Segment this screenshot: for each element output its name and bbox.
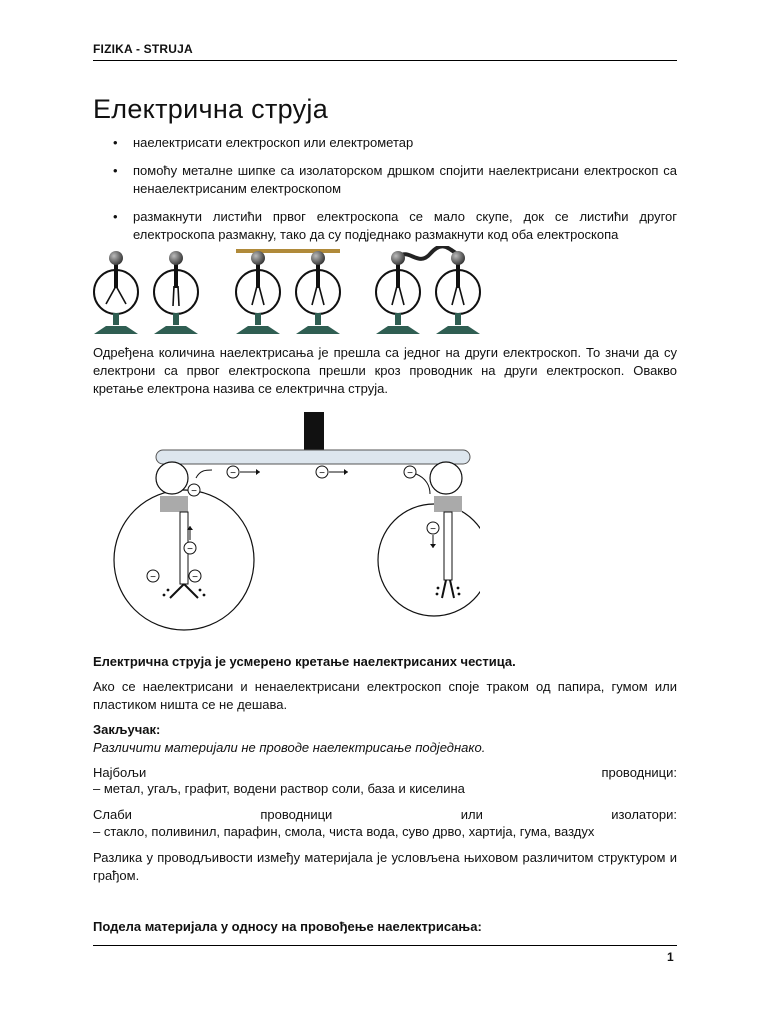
paragraph-structure: Разлика у проводљивости између материјала је условљена њиховом различитом структуром и грађом. [93,850,677,883]
svg-text:−: − [319,468,325,479]
weak-conductors-heading [93,806,677,824]
bullet-dot-icon: • [113,135,118,150]
header-rule [93,60,677,61]
bullet-dot-icon: • [113,209,118,224]
handle [304,412,324,452]
bullet-text-2: помоћу металне шипке са изолаторском дршком спојити наелектрисани електроскоп са ненаелектрисаним електроскопом [133,163,677,196]
conclusion-text: Различити материјали не проводе наелектрисање подједнако. [93,740,486,755]
weak-word-2: проводници [260,807,333,822]
best-word-1: Најбољи [93,765,147,780]
electron-flow-figure [100,408,480,648]
definition: Електрична струја је усмерено кретање наелектрисаних честица. [93,654,516,669]
svg-text:−: − [230,468,236,479]
best-conductors-list: – метал, угаљ, графит, водени раствор соли, база и киселина [93,781,465,796]
electron-3 [404,466,430,494]
conducting-bar [156,450,470,464]
bullet-item-2 [113,162,677,198]
electroscope-2 [154,251,198,334]
conclusion-block [93,721,677,757]
electron-1 [227,466,260,479]
electron-2 [316,466,348,479]
best-word-2: проводници: [601,765,677,780]
svg-text:−: − [430,524,436,535]
paragraph-transfer: Одређена количина наелектрисања је прешла са једног на други електроскоп. То значи да су електрони са првог електроскопа прешли кроз проводник на други електроскоп. Овакво кретање електрона назива се електрична струја. [93,345,677,396]
footer-rule [93,945,677,946]
weak-word-1: Слаби [93,807,132,822]
metal-rod [236,249,340,253]
electroscope-3 [236,251,280,334]
bullet-text-3: размакнути листићи првог електроскопа се мало скупе, док се листићи другог електроскопа размакну, тако да су подједнако размакнути код оба електроскопа [133,209,677,242]
wire [398,246,460,258]
svg-text:−: − [187,544,193,555]
svg-text:−: − [407,468,413,479]
weak-word-3: или [460,807,483,822]
svg-text:−: − [192,572,198,583]
section-heading-division: Подела материјала у односу на провођење наелектрисања: [93,919,482,934]
bullet-item-3 [113,208,677,244]
bullet-item-1 [113,134,677,152]
page-number: 1 [667,950,674,964]
best-conductors-heading [93,764,677,782]
svg-text:−: − [150,572,156,583]
page-title: Електрична струја [93,94,329,124]
conclusion-label: Закључак: [93,722,161,737]
electroscope-4 [296,251,340,334]
electroscope-1 [94,251,138,334]
electroscopes-figure [88,246,588,338]
weak-conductors-list: – стакло, поливинил, парафин, смола, чиста вода, суво дрво, хартија, гума, ваздух [93,824,595,839]
bullet-text-1: наелектрисати електроскоп или електрометар [133,135,414,150]
bullet-list [113,134,677,254]
bullet-dot-icon: • [113,163,118,178]
page-header: FIZIKA - STRUJA [93,42,193,56]
weak-word-4: изолатори: [611,807,677,822]
electroscope-5 [376,251,420,334]
paragraph-insulators: Ако се наелектрисани и ненаелектрисани електроскоп споје траком од папира, гумом или пластиком ништа се не дешава. [93,679,677,712]
svg-text:−: − [191,486,197,497]
electroscope-6 [436,251,480,334]
